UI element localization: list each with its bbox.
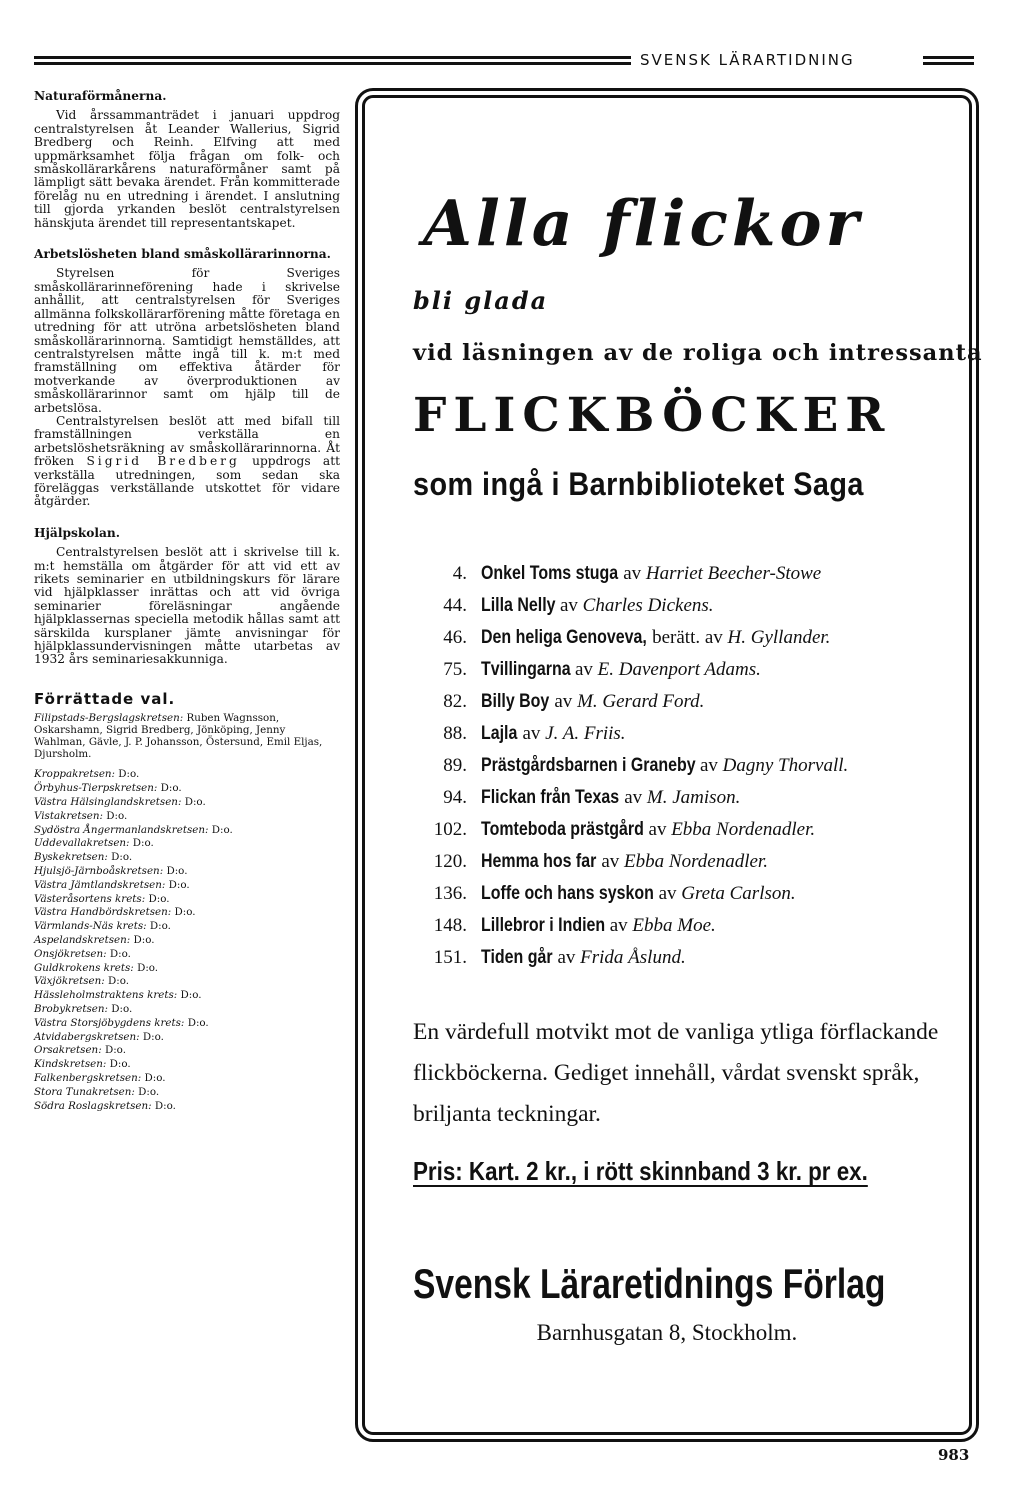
val-item	[34, 796, 340, 810]
district-name: Örbyhus-Tierpskretsen:	[34, 782, 158, 795]
val-item	[34, 879, 340, 893]
book-item	[401, 814, 961, 846]
elected-names: Ruben Wagnsson, Oskarshamn, Sigrid Bredberg, Jönköping, Jenny Wahlman, Gävle, J. P. Johansson, Östersund, Emil Eljas, Djursholm.	[34, 712, 323, 760]
book-item	[401, 622, 961, 654]
book-author: E. Davenport Adams.	[597, 659, 761, 680]
district-name: Aspelandskretsen:	[34, 934, 131, 946]
book-item	[401, 686, 961, 718]
district-name: Falkenbergskretsen:	[34, 1071, 142, 1084]
val-item	[34, 837, 340, 851]
book-item	[401, 878, 961, 910]
district-value: D:o.	[144, 1071, 166, 1084]
masthead: SVENSK LÄRARTIDNING	[640, 51, 855, 69]
val-item	[34, 851, 340, 865]
district-value: D:o.	[138, 1085, 160, 1098]
district-value: D:o.	[211, 823, 233, 836]
book-title: Billy Boy	[481, 691, 550, 712]
ad-main-title: FLICKBÖCKER	[413, 388, 892, 443]
district-value: D:o.	[109, 1058, 131, 1071]
district-name: Södra Roslagskretsen:	[34, 1099, 152, 1112]
val-item	[34, 962, 340, 976]
book-separator: av	[648, 819, 667, 840]
district-name: Kindskretsen:	[34, 1058, 107, 1071]
book-title: Tvillingarna	[481, 659, 571, 680]
val-item	[34, 1058, 340, 1072]
book-item	[401, 782, 961, 814]
book-number: 4.	[452, 563, 467, 584]
district-name: Hjulsjö-Järnboåskretsen:	[34, 865, 164, 878]
book-separator: av	[574, 659, 593, 680]
district-name: Sydöstra Ångermanlandskretsen:	[34, 823, 209, 836]
left-column	[34, 90, 340, 1113]
val-item	[34, 934, 340, 948]
district-name: Byskekretsen:	[34, 851, 108, 864]
section-heading: Hjälpskolan.	[34, 525, 121, 540]
val-item	[34, 1086, 340, 1100]
book-separator: av	[624, 787, 643, 808]
book-title: Onkel Toms stuga	[481, 563, 619, 584]
val-intro	[34, 713, 340, 760]
district-value: D:o.	[184, 796, 206, 809]
book-title: Flickan från Texas	[481, 787, 620, 808]
district-value: D:o.	[160, 782, 182, 795]
section-text: Centralstyrelsen beslöt att i skrivelse till k. m:t hemställa om åtgärder för att vid ett av rikets seminarier en utbildningskurs för lärare vid hjälpklasser inrättas och att vid övriga seminarier föreläsningar angående hjälpklassernas speciella metodik hållas samt att särskilda kursplaner jämte anvisningar för hjälpklassundervisningen måtte utarbetas av 1932 års seminariesakkunniga.	[34, 545, 340, 667]
district-name: Västeråsortens krets:	[34, 892, 146, 905]
district-value: D:o.	[133, 934, 155, 946]
district-name: Västra Storsjöbygdens krets:	[34, 1016, 185, 1029]
advertisement	[355, 88, 983, 1442]
district-name: Brobykretsen:	[34, 1002, 108, 1015]
district-name: Västra Hälsinglandskretsen:	[34, 796, 182, 809]
book-author: Frida Åslund.	[580, 947, 686, 968]
district-name: Växjökretsen:	[34, 975, 105, 988]
val-item	[34, 768, 340, 782]
district-value: D:o.	[149, 920, 171, 933]
val-item	[34, 782, 340, 796]
book-author: M. Gerard Ford.	[577, 691, 705, 712]
section-forrattade-val	[34, 689, 340, 1114]
book-title: Tomteboda prästgård	[481, 819, 644, 840]
book-number: 82.	[443, 691, 467, 712]
book-separator: av	[559, 595, 578, 616]
book-title: Lajla	[481, 723, 518, 744]
text-fragment: Centralstyrelsen beslöt att med bifall till framställningen verkställa en arbetslöshetsräkning av småskollärarinnorna. Åt fröken	[34, 413, 340, 469]
ad-blurb: En värdefull motvikt mot de vanliga ytliga förflackande flickböckerna. Gediget innehåll, vårdat svenskt språk, briljanta teckningar.	[413, 1019, 939, 1127]
section-heading: Naturaförmånerna.	[34, 89, 167, 103]
book-separator: av	[557, 947, 576, 968]
section-hjalpskolan	[34, 527, 340, 667]
book-number: 94.	[443, 787, 467, 808]
district-value: D:o.	[137, 961, 159, 974]
book-separator: av	[601, 851, 620, 872]
section-naturaformaner	[34, 90, 340, 230]
district-value: D:o.	[187, 1016, 209, 1029]
book-number: 102.	[433, 819, 467, 840]
book-separator: berätt. av	[652, 627, 723, 648]
ad-price: Pris: Kart. 2 kr., i rött skinnband 3 kr. pr ex.	[413, 1156, 868, 1186]
book-number: 151.	[433, 947, 467, 968]
book-author: Ebba Nordenadler.	[671, 819, 816, 840]
book-number: 75.	[443, 659, 467, 680]
section-text: Vid årssammanträdet i januari uppdrog centralstyrelsen åt Leander Wallerius, Sigrid Bredberg och Reinh. Elfving att med uppmärksamhet följa frågan om folk- och småskollärarkårens naturaförmåner samt på lämpligt sätt bevaka ärendet. Från kommitterade förelåg nu en utredning i ärendet. I anslutning till gjorda yrkanden beslöt centralstyrelsen hänskjuta ärendet till representantskapet.	[34, 108, 340, 230]
district-value: D:o.	[111, 1002, 133, 1015]
book-item	[401, 942, 961, 974]
book-item	[401, 750, 961, 782]
district-value: D:o.	[104, 1044, 126, 1057]
val-list	[34, 768, 340, 1113]
district-name: Orsakretsen:	[34, 1044, 102, 1057]
book-author: Ebba Moe.	[632, 915, 716, 936]
book-item	[401, 590, 961, 622]
val-item	[34, 824, 340, 838]
section-heading: Arbetslösheten bland småskollärarinnorna.	[34, 247, 331, 262]
book-number: 44.	[443, 595, 467, 616]
section-text: Styrelsen för Sveriges småskollärarinneförening hade i skrivelse anhållit, att centralstyrelsen för Sveriges allmänna folkskollärarförening måtte företaga en utredning för att utröna arbetslösheten bland småskollärarinnorna. Samtidigt hemställdes, att centralstyrelsen måtte ingå till k. m:t med framställning om effektiva åtärder för motverkande av överproduktionen av småskollärarinnor samt om hjälp till de arbetslösa.	[34, 266, 340, 415]
val-item	[34, 989, 340, 1003]
book-number: 148.	[433, 915, 467, 936]
district-name: Vistakretsen:	[34, 809, 103, 822]
book-author: Charles Dickens.	[582, 595, 714, 616]
val-item	[34, 1031, 340, 1045]
book-title: Den heliga Genoveva,	[481, 627, 647, 648]
val-item	[34, 810, 340, 824]
district-value: D:o.	[118, 768, 140, 781]
book-separator: av	[522, 723, 541, 744]
ad-headline: Alla flickor	[423, 186, 863, 260]
district-value: D:o.	[168, 878, 190, 891]
district-value: D:o.	[154, 1099, 176, 1112]
book-author: Harriet Beecher-Stowe	[645, 563, 822, 584]
ad-publisher: Svensk Läraretidnings Förlag	[413, 1260, 886, 1307]
book-item	[401, 558, 961, 590]
district-value: D:o.	[174, 906, 196, 919]
district-value: D:o.	[142, 1030, 164, 1043]
book-item	[401, 910, 961, 942]
district-name: Uddevallakretsen:	[34, 837, 130, 850]
book-number: 120.	[433, 851, 467, 872]
val-item	[34, 948, 340, 962]
book-title: Prästgårdsbarnen i Graneby	[481, 755, 696, 776]
book-item	[401, 654, 961, 686]
section-heading: Förrättade val.	[34, 689, 176, 708]
header-rule-left	[34, 56, 631, 65]
ad-series: som ingå i Barnbiblioteket Saga	[413, 466, 864, 502]
book-separator: av	[699, 755, 718, 776]
district-name: Kroppakretsen:	[34, 768, 116, 781]
val-item	[34, 975, 340, 989]
book-author: M. Jamison.	[646, 787, 741, 808]
book-number: 89.	[443, 755, 467, 776]
book-title: Hemma hos far	[481, 851, 597, 872]
book-item	[401, 846, 961, 878]
val-item	[34, 920, 340, 934]
district-value: D:o.	[111, 851, 133, 864]
district-value: D:o.	[106, 809, 128, 822]
book-author: J. A. Friis.	[545, 723, 626, 744]
district-value: D:o.	[132, 837, 154, 850]
district-value: D:o.	[148, 892, 170, 905]
ad-tagline: vid läsningen av de roliga och intressanta	[413, 340, 983, 366]
header-rule-right	[923, 56, 974, 65]
book-author: H. Gyllander.	[727, 627, 831, 648]
district-name: Värmlands-Näs krets:	[34, 920, 147, 933]
book-author: Greta Carlson.	[681, 883, 796, 904]
district-name: Atvidabergskretsen:	[34, 1030, 140, 1043]
book-separator: av	[609, 915, 628, 936]
district-name: Filipstads-Bergslagskretsen:	[34, 712, 184, 725]
district-value: D:o.	[180, 989, 202, 1002]
district-name: Stora Tunakretsen:	[34, 1085, 135, 1098]
district-name: Onsjökretsen:	[34, 947, 107, 960]
spaced-name: Sigrid Bredberg	[86, 454, 240, 469]
val-item	[34, 906, 340, 920]
district-value: D:o.	[107, 975, 130, 988]
district-name: Guldkrokens krets:	[34, 961, 134, 974]
book-author: Dagny Thorvall.	[722, 755, 849, 776]
book-author: Ebba Nordenadler.	[624, 851, 768, 872]
book-item	[401, 718, 961, 750]
text-fragment: uppdrogs att verkställa utredningen, som sedan ska föreläggas verkställande utskottet för vidare åtgärder.	[34, 454, 340, 509]
book-list	[401, 558, 961, 974]
book-number: 46.	[443, 627, 467, 648]
book-number: 88.	[443, 723, 467, 744]
book-title: Lillebror i Indien	[481, 915, 606, 936]
val-item	[34, 1044, 340, 1058]
district-name: Västra Jämtlandskretsen:	[34, 878, 166, 891]
val-item	[34, 1017, 340, 1031]
district-value: D:o.	[166, 865, 188, 878]
book-separator: av	[554, 691, 573, 712]
val-item	[34, 893, 340, 907]
section-text	[34, 415, 340, 509]
page-header	[34, 50, 974, 72]
ad-address: Barnhusgatan 8, Stockholm.	[536, 1320, 798, 1345]
book-separator: av	[623, 563, 642, 584]
book-title: Lilla Nelly	[481, 595, 556, 616]
section-arbetsloshet	[34, 248, 340, 509]
val-item	[34, 865, 340, 879]
book-number: 136.	[433, 883, 467, 904]
val-item	[34, 1072, 340, 1086]
book-separator: av	[658, 883, 677, 904]
page-number: 983	[938, 1446, 970, 1464]
district-value: D:o.	[109, 947, 131, 960]
ad-subheadline: bli glada	[413, 286, 549, 315]
val-item	[34, 1003, 340, 1017]
district-name: Hässleholmstraktens krets:	[34, 989, 178, 1002]
book-title: Tiden går	[481, 947, 553, 968]
val-item	[34, 1100, 340, 1114]
district-name: Västra Handbördskretsen:	[34, 906, 172, 919]
book-title: Loffe och hans syskon	[481, 883, 654, 904]
